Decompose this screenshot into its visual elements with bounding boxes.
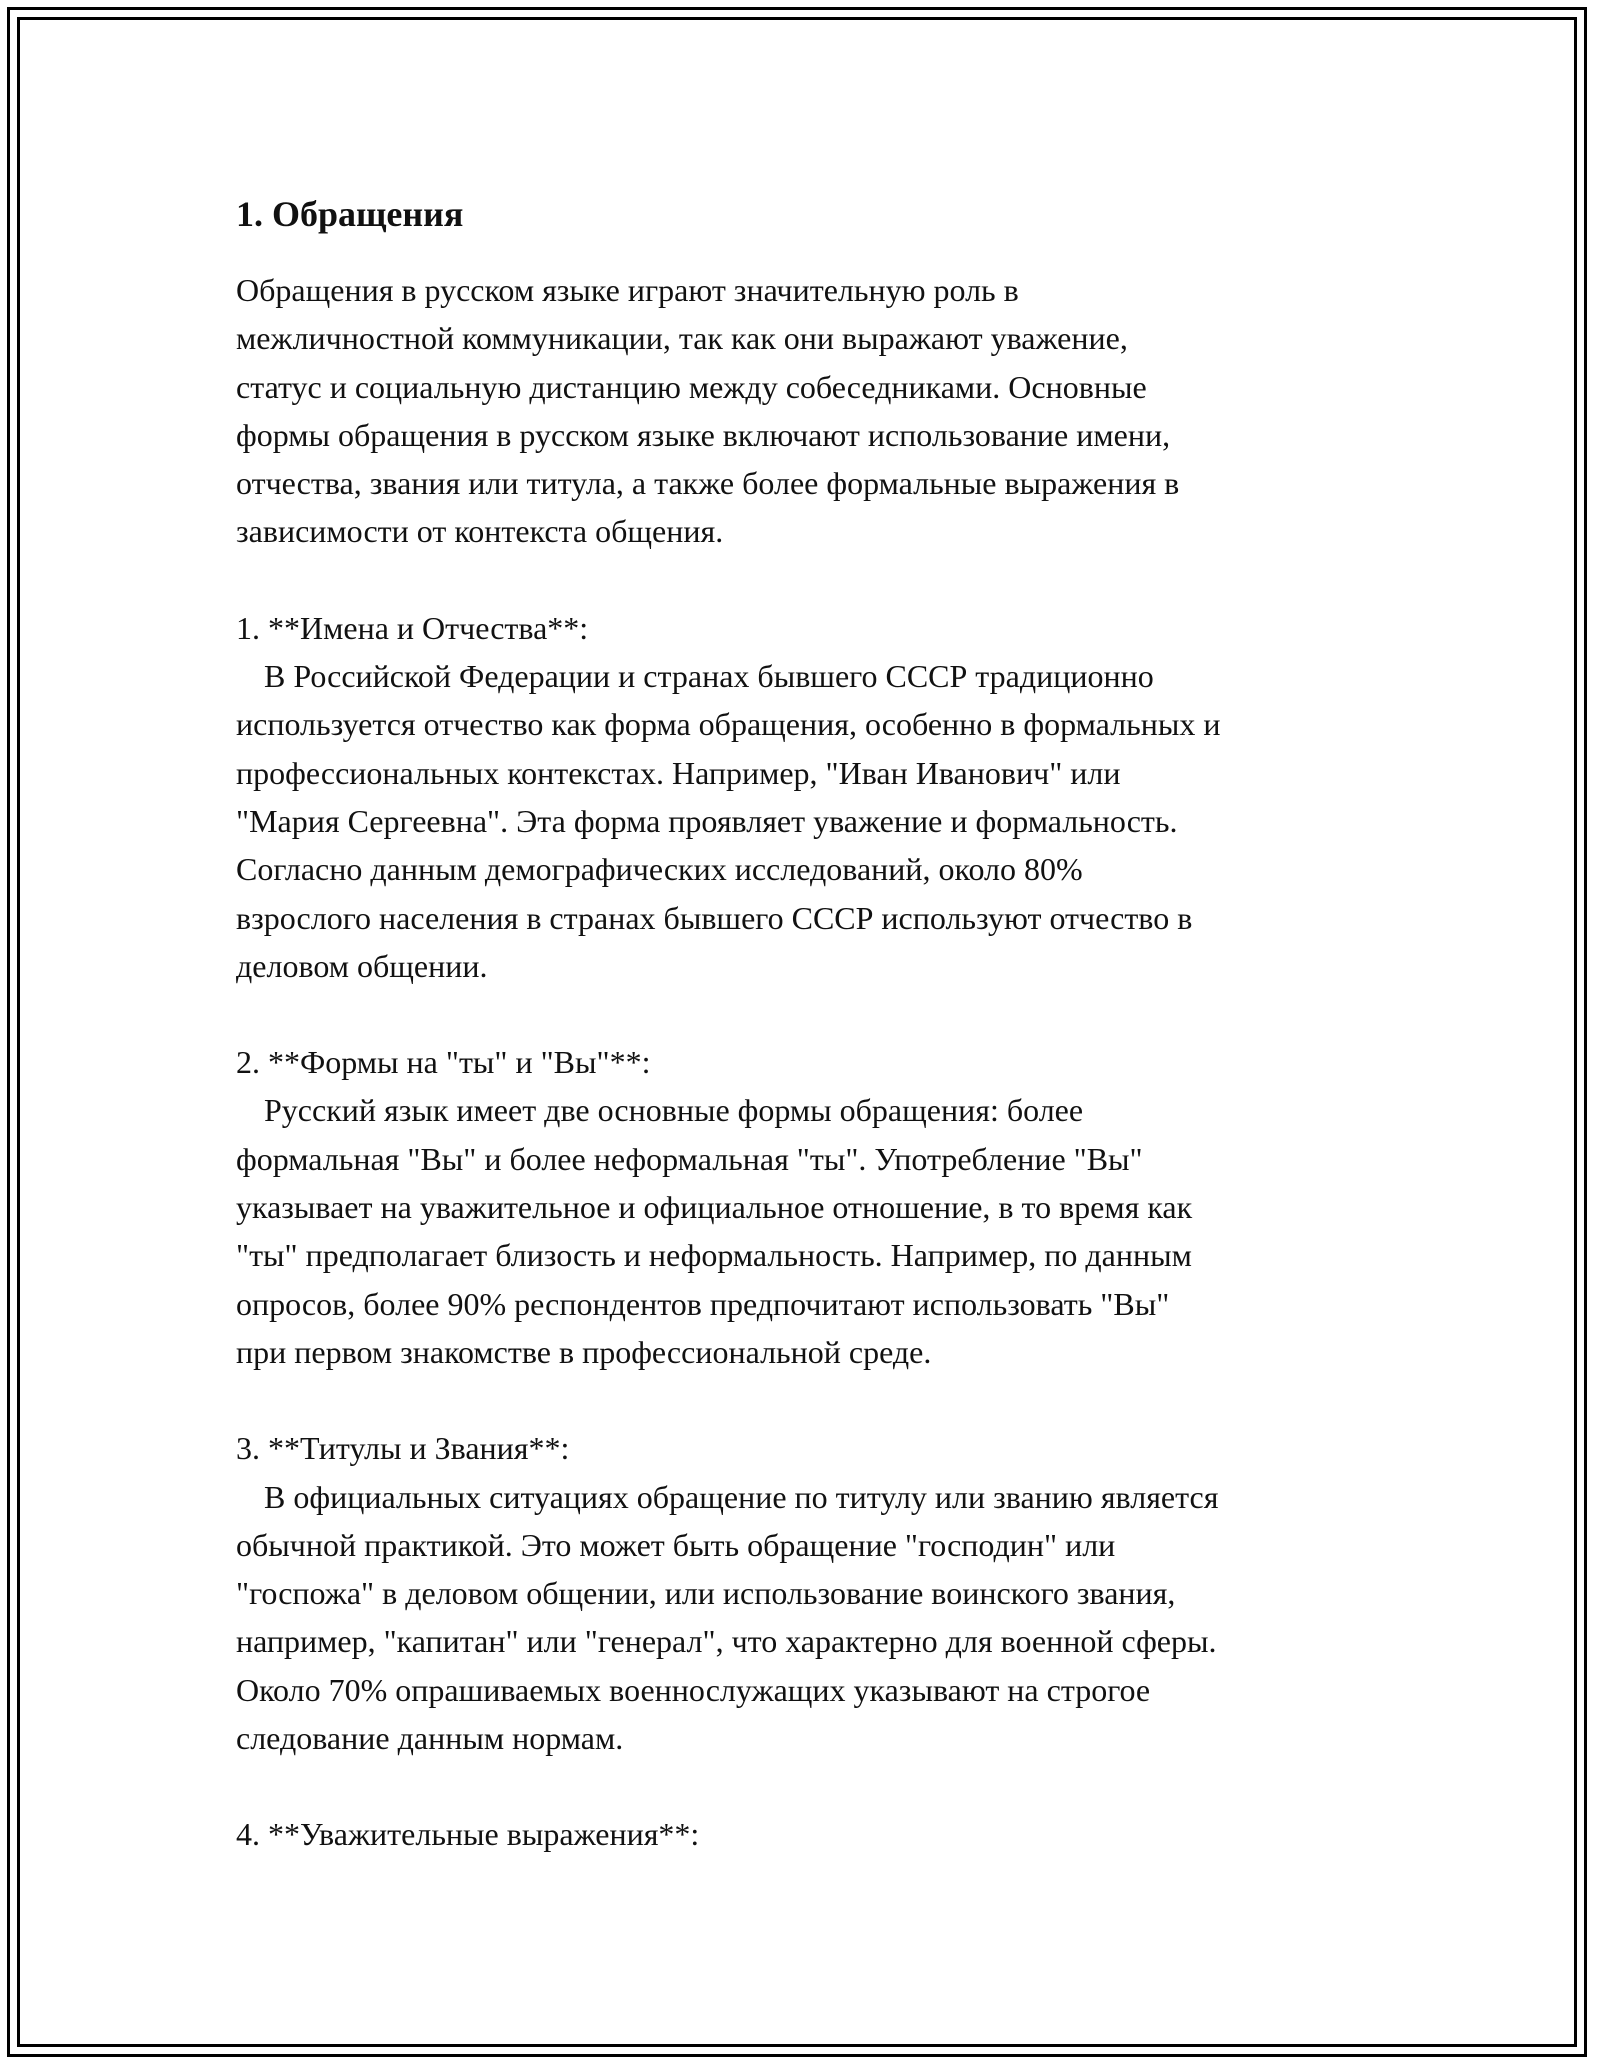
list-item-title: 3. **Титулы и Звания**: (236, 1430, 570, 1467)
list-item-line: следование данным нормам. (236, 1720, 624, 1757)
list-item-line: Русский язык имеет две основные формы обращения: более (264, 1092, 1084, 1129)
list-item-title: 2. **Формы на "ты" и "Вы"**: (236, 1044, 651, 1081)
list-item-ty-vy (236, 1038, 1386, 1376)
intro-line: формы обращения в русском языке включают использование имени, (236, 416, 1171, 453)
intro-line: межличностной коммуникации, так как они выражают уважение, (236, 320, 1128, 357)
list-item-title: 4. **Уважительные выражения**: (236, 1816, 700, 1853)
list-item-names (236, 604, 1386, 990)
intro-line: Обращения в русском языке играют значительную роль в (236, 272, 1019, 308)
intro-line: отчества, звания или титула, а также более формальные выражения в (236, 465, 1180, 502)
list-item-line: опросов, более 90% респондентов предпочитают использовать "Вы" (236, 1285, 1170, 1322)
list-item-line: указывает на уважительное и официальное отношение, в то время как (236, 1189, 1193, 1226)
list-item-line: Около 70% опрашиваемых военнослужащих указывают на строгое (236, 1671, 1151, 1708)
list-item-line: В официальных ситуациях обращение по титулу или званию является (264, 1478, 1219, 1515)
document-body (236, 186, 1386, 1907)
list-item-line: формальная "Вы" и более неформальная "ты". Употребление "Вы" (236, 1140, 1143, 1177)
list-item-line: профессиональных контекстах. Например, "Иван Иванович" или (236, 754, 1121, 791)
list-item-titles (236, 1424, 1386, 1762)
intro-line: зависимости от контекста общения. (236, 513, 724, 550)
list-item-line: например, "капитан" или "генерал", что характерно для военной сферы. (236, 1623, 1217, 1660)
intro-line: статус и социальную дистанцию между собеседниками. Основные (236, 368, 1147, 405)
list-item-line: "госпожа" в деловом общении, или использование воинского звания, (236, 1575, 1176, 1612)
list-item-title: 1. **Имена и Отчества**: (236, 609, 589, 646)
list-item-line: используется отчество как форма обращения, особенно в формальных и (236, 706, 1221, 743)
list-item-respectful (236, 1810, 1386, 1858)
section-heading: 1. Обращения (236, 194, 464, 234)
list-item-line: при первом знакомстве в профессиональной среде. (236, 1333, 932, 1370)
list-item-line: обычной практикой. Это может быть обращение "господин" или (236, 1526, 1116, 1563)
list-item-line: В Российской Федерации и странах бывшего СССР традиционно (264, 658, 1154, 695)
list-item-line: деловом общении. (236, 947, 488, 984)
list-item-line: "ты" предполагает близость и неформальность. Например, по данным (236, 1237, 1192, 1274)
intro-paragraph (236, 266, 1386, 556)
list-item-line: взрослого населения в странах бывшего СССР используют отчество в (236, 899, 1193, 936)
list-item-line: Согласно данным демографических исследований, около 80% (236, 851, 1083, 888)
list-item-line: "Мария Сергеевна". Эта форма проявляет уважение и формальность. (236, 802, 1178, 839)
